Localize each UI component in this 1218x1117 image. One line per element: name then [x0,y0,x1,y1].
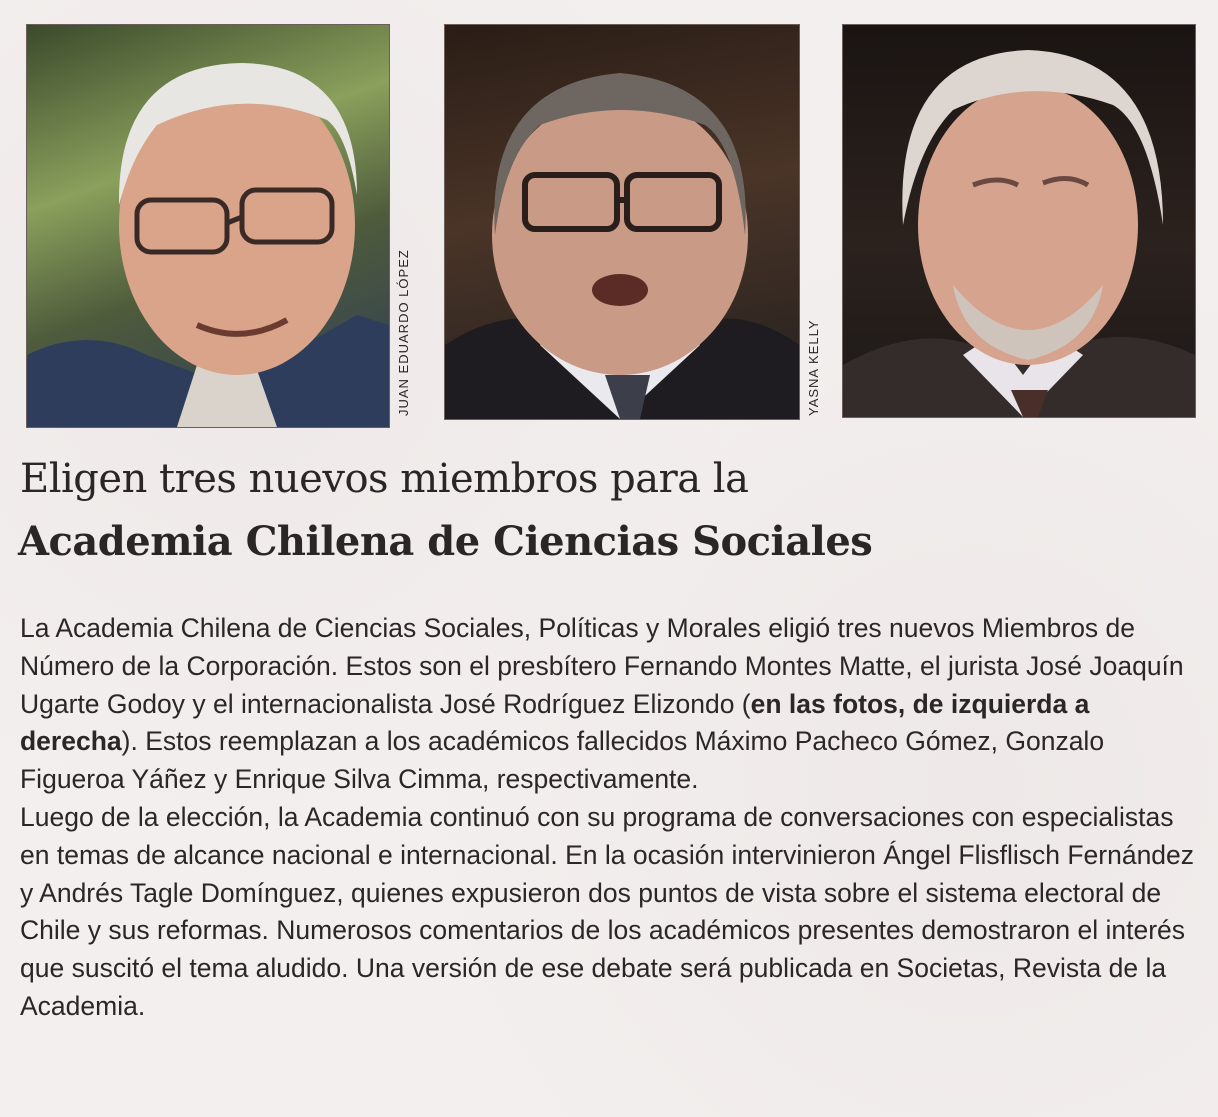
paragraph-1 [20,610,1198,799]
photo-jose-rodriguez-elizondo [842,24,1196,418]
paragraph-1-text-b: ). Estos reemplazan a los académicos fallecidos Máximo Pacheco Gómez, Gonzalo Figueroa Yáñez y Enrique Silva Cimma, respectivamente. [20,726,1105,795]
portrait-image [843,25,1195,417]
photo-credit: JUAN EDUARDO LÓPEZ [396,249,411,416]
portrait-image [27,25,389,427]
photo-jose-joaquin-ugarte [444,24,800,420]
article-body [20,610,1198,1026]
headline-line-1: Eligen tres nuevos miembros para la [20,456,749,502]
photo-credit: YASNA KELLY [806,319,821,416]
photo-caption-reference: en las fotos, de izquierda a derecha [20,688,1090,757]
photo-fernando-montes [26,24,390,428]
paragraph-1-text-a: La Academia Chilena de Ciencias Sociales, Políticas y Morales eligió tres nuevos Miembros de Número de la Corporación. Estos son el presbítero Fernando Montes Matte, el jurista José Joaquín Ugarte Godoy y el internacionalista José Rodríguez Elizondo ( [20,613,1184,719]
paragraph-2: Luego de la elección, la Academia continuó con su programa de conversaciones con especialistas en temas de alcance nacional e internacional. En la ocasión intervinieron Ángel Flisflisch Fernández y Andrés Tagle Domínguez, quienes expusieron dos puntos de vista sobre el sistema electoral de Chile y sus reformas. Numerosos comentarios de los académicos presentes demostraron el interés que suscitó el tema aludido. Una versión de ese debate será publicada en Societas, Revista de la Academia. [20,801,1195,1021]
portrait-image [445,25,799,419]
headline-line-2: Academia Chilena de Ciencias Sociales [18,518,873,565]
